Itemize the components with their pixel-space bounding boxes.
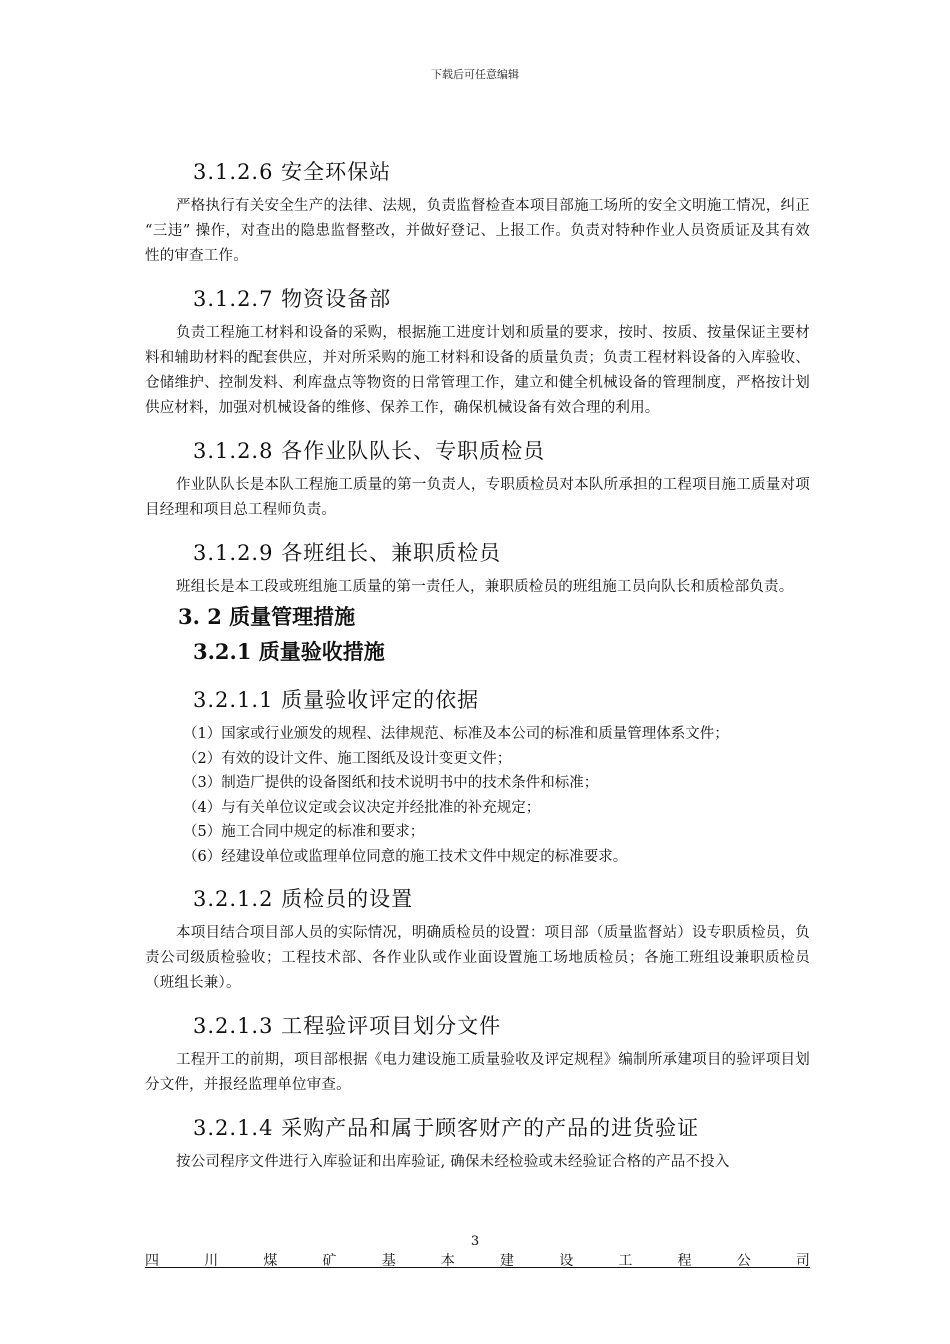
document-body	[145, 150, 810, 1175]
section-paragraph: 严格执行有关安全生产的法律、法规，负责监督检查本项目部施工场所的安全文明施工情况，纠正 “三违” 操作，对查出的隐患监督整改，并做好登记、上报工作。负责对特种作业人员资质证及其有效性的审查工作。	[145, 198, 810, 264]
footer-char: 建	[500, 1253, 515, 1269]
section-heading: 3.1.2.6 安全环保站	[193, 160, 392, 184]
section-paragraph: 班组长是本工段或班组施工质量的第一责任人，兼职质检员的班组施工员向队长和质检部负责。	[176, 579, 794, 595]
footer-char: 设	[559, 1253, 574, 1269]
footer-char: 工	[618, 1253, 633, 1269]
list-item: （2）有效的设计文件、施工图纸及设计变更文件；	[183, 750, 512, 767]
footer-char: 基	[381, 1253, 396, 1269]
footer-char: 四	[145, 1253, 159, 1269]
footer-underline	[145, 1267, 810, 1268]
section-heading: 3.2.1.3 工程验评项目划分文件	[193, 1014, 502, 1038]
footer-char: 川	[204, 1253, 219, 1269]
footer-char: 司	[795, 1253, 810, 1269]
list-item: （4）与有关单位议定或会议决定并经批准的补充规定；	[183, 799, 541, 816]
basis-list	[145, 722, 810, 869]
section-paragraph: 作业队队长是本队工程施工质量的第一负责人，专职质检员对本队所承担的工程项目施工质量对项目经理和项目总工程师负责。	[145, 477, 810, 518]
page-number: 3	[470, 1234, 480, 1249]
list-item: （5）施工合同中规定的标准和要求；	[183, 824, 425, 840]
footer-char: 煤	[263, 1253, 278, 1269]
chapter-heading: 3. 2 质量管理措施	[178, 604, 356, 629]
footer-char: 公	[736, 1253, 751, 1269]
section-heading: 3.2.1.4 采购产品和属于顾客财产的产品的进货验证	[193, 1116, 700, 1140]
list-item: （1）国家或行业颁发的规程、法律规范、标准及本公司的标准和质量管理体系文件；	[183, 726, 729, 742]
list-item: （6）经建设单位或监理单位同意的施工技术文件中规定的标准要求。	[183, 848, 628, 865]
section-heading: 3.1.2.8 各作业队队长、专职质检员	[193, 439, 546, 463]
subchapter-heading: 3.2.1 质量验收措施	[193, 639, 385, 664]
section-paragraph: 工程开工的前期，项目部根据《电力建设施工质量验收及评定规程》编制所承建项目的验评项目划分文件，并报经监理单位审查。	[145, 1052, 810, 1093]
section-heading: 3.2.1.2 质检员的设置	[193, 887, 414, 911]
section-heading: 3.2.1.1 质量验收评定的依据	[193, 688, 480, 712]
footer-char: 本	[440, 1253, 455, 1269]
section-paragraph: 负责工程施工材料和设备的采购，根据施工进度计划和质量的要求，按时、按质、按量保证主要材料和辅助材料的配套供应，并对所采购的施工材料和设备的质量负责；负责工程材料设备的入库验收、仓储维护、控制发料、利库盘点等物资的日常管理工作，建立和健全机械设备的管理制度，严格按计划供应材料，加强对机械设备的维修、保养工作，确保机械设备有效合理的利用。	[145, 325, 810, 416]
section-heading: 3.1.2.7 物资设备部	[193, 287, 392, 311]
section-paragraph: 按公司程序文件进行入库验证和出库验证, 确保未经检验或未经验证合格的产品不投入	[176, 1154, 730, 1170]
list-item: （3）制造厂提供的设备图纸和技术说明书中的技术条件和标准；	[183, 775, 599, 791]
footer-char: 程	[677, 1253, 692, 1269]
section-heading: 3.1.2.9 各班组长、兼职质检员	[193, 541, 502, 565]
footer-char: 矿	[322, 1253, 337, 1269]
page-header-note: 下载后可任意编辑	[431, 68, 519, 81]
section-paragraph: 本项目结合项目部人员的实际情况，明确质检员的设置：项目部（质量监督站）设专职质检员，负责公司级质检验收；工程技术部、各作业队或作业面设置施工场地质检员；各施工班组设兼职质检员（班组长兼）。	[145, 925, 810, 991]
